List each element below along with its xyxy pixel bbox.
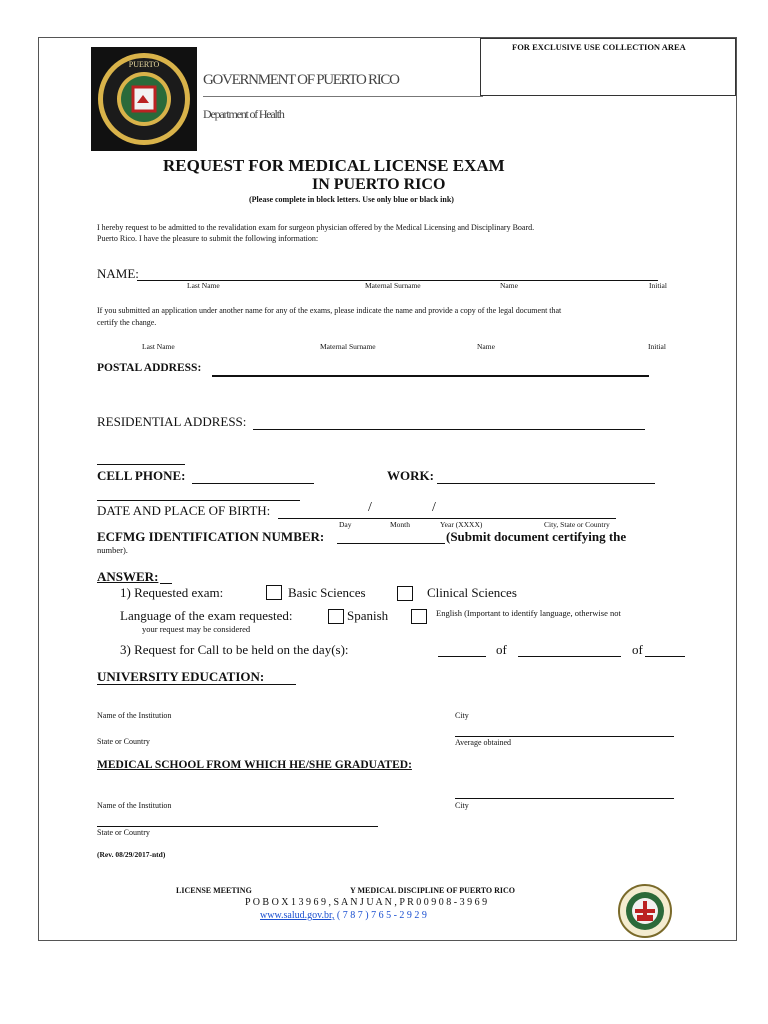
other-name-sub-last: Last Name bbox=[142, 342, 175, 351]
footer-address: P O B O X 1 3 9 6 9 , S A N J U A N , P R 0 0 9 0 8 - 3 9 6 9 bbox=[245, 897, 488, 908]
puerto-rico-seal-icon bbox=[91, 47, 197, 151]
medschool-heading: MEDICAL SCHOOL FROM WHICH HE/SHE GRADUATED: bbox=[97, 759, 412, 771]
ecfmg-label: ECFMG IDENTIFICATION NUMBER: bbox=[97, 529, 325, 544]
birth-sub-day: Day bbox=[339, 520, 352, 529]
call-of-2: of bbox=[632, 642, 643, 657]
form-title-line2: IN PUERTO RICO bbox=[312, 176, 446, 193]
birth-slash-1: / bbox=[368, 500, 372, 515]
english-checkbox[interactable] bbox=[411, 609, 427, 624]
birth-sub-year: Year (XXXX) bbox=[440, 520, 483, 529]
other-name-line2: certify the change. bbox=[97, 318, 157, 327]
call-month-field[interactable] bbox=[518, 656, 621, 657]
basic-sciences-checkbox[interactable] bbox=[266, 585, 282, 600]
birth-label: DATE AND PLACE OF BIRTH: bbox=[97, 503, 271, 518]
intro-line2: Puerto Rico. I have the pleasure to submit the following information: bbox=[97, 234, 319, 243]
medschool-city-label: City bbox=[455, 801, 469, 810]
cell-phone-field[interactable] bbox=[192, 483, 314, 484]
residential-address-label: RESIDENTIAL ADDRESS: bbox=[97, 414, 247, 429]
university-heading-underline bbox=[97, 684, 296, 685]
call-day-field[interactable] bbox=[438, 656, 486, 657]
other-name-line1: If you submitted an application under another name for any of the exams, please indicate the name and provide a copy of the legal document that bbox=[97, 306, 562, 315]
footer-phone: ( 7 8 7 ) 7 6 5 - 2 9 2 9 bbox=[334, 910, 427, 921]
form-title-line1: REQUEST FOR MEDICAL LICENSE EXAM bbox=[163, 156, 505, 175]
english-label: English (Important to identify language, otherwise not bbox=[436, 608, 621, 618]
call-of-1: of bbox=[496, 642, 507, 657]
postal-address-field[interactable] bbox=[212, 375, 649, 377]
ecfmg-note-2: number). bbox=[97, 545, 128, 555]
spanish-checkbox[interactable] bbox=[328, 609, 344, 624]
call-request-label: 3) Request for Call to be held on the day(s): bbox=[120, 642, 349, 657]
clinical-sciences-label: Clinical Sciences bbox=[427, 585, 517, 600]
name-label: NAME: bbox=[97, 266, 139, 281]
other-name-sub-name: Name bbox=[477, 342, 495, 351]
form-instruction: (Please complete in block letters. Use only blue or black ink) bbox=[249, 195, 454, 204]
postal-address-label: POSTAL ADDRESS: bbox=[97, 362, 202, 374]
name-sub-name: Name bbox=[500, 281, 518, 290]
other-name-sub-initial: Initial bbox=[648, 342, 666, 351]
footer-contact bbox=[260, 910, 427, 921]
ecfmg-note: (Submit document certifying the bbox=[446, 529, 627, 544]
extra-field-line[interactable] bbox=[97, 500, 300, 501]
language-note: your request may be considered bbox=[142, 624, 251, 634]
department-title: Department of Health bbox=[203, 107, 284, 121]
university-average-field[interactable] bbox=[455, 736, 674, 737]
name-sub-initial: Initial bbox=[649, 281, 667, 290]
intro-line1: I hereby request to be admitted to the revalidation exam for surgeon physician offered by the Medical Licensing and Disciplinary Board. bbox=[97, 223, 535, 232]
birth-slash-2: / bbox=[432, 500, 436, 515]
residential-address-field[interactable] bbox=[253, 429, 645, 430]
medschool-state-label: State or Country bbox=[97, 828, 150, 837]
name-sub-last: Last Name bbox=[187, 281, 220, 290]
medschool-state-field[interactable] bbox=[97, 826, 378, 827]
header-divider bbox=[203, 96, 483, 97]
spanish-label: Spanish bbox=[347, 608, 389, 623]
university-heading: UNIVERSITY EDUCATION: bbox=[97, 669, 265, 684]
svg-text:PUERTO: PUERTO bbox=[128, 60, 160, 69]
language-label: Language of the exam requested: bbox=[120, 608, 293, 623]
footer-board-left: LICENSE MEETING bbox=[176, 886, 252, 895]
name-sub-maternal: Maternal Surname bbox=[365, 281, 421, 290]
ecfmg-field[interactable] bbox=[337, 543, 445, 544]
work-phone-field[interactable] bbox=[437, 483, 655, 484]
birth-field[interactable] bbox=[278, 518, 616, 519]
collection-area-label: FOR EXCLUSIVE USE COLLECTION AREA bbox=[512, 42, 686, 52]
call-year-field[interactable] bbox=[645, 656, 685, 657]
work-phone-label: WORK: bbox=[387, 468, 434, 483]
residential-address-field-2[interactable] bbox=[97, 464, 185, 465]
basic-sciences-label: Basic Sciences bbox=[288, 585, 366, 600]
birth-sub-place: City, State or Country bbox=[544, 520, 610, 529]
medschool-city-field[interactable] bbox=[455, 798, 674, 799]
medschool-institution-label: Name of the Institution bbox=[97, 801, 172, 810]
clinical-sciences-checkbox[interactable] bbox=[397, 586, 413, 601]
university-city-label: City bbox=[455, 711, 469, 720]
university-institution-label: Name of the Institution bbox=[97, 711, 172, 720]
birth-sub-month: Month bbox=[390, 520, 411, 529]
revision-note: (Rev. 08/29/2017-ntd) bbox=[97, 850, 166, 859]
website-link[interactable]: www.salud.gov.br, bbox=[260, 910, 335, 921]
government-title: GOVERNMENT OF PUERTO RICO bbox=[203, 72, 399, 88]
cell-phone-label: CELL PHONE: bbox=[97, 468, 186, 483]
other-name-sub-maternal: Maternal Surname bbox=[320, 342, 376, 351]
answer-heading-underline bbox=[160, 583, 172, 584]
health-department-seal-icon bbox=[615, 884, 675, 938]
university-state-label: State or Country bbox=[97, 737, 150, 746]
university-average-label: Average obtained bbox=[455, 738, 512, 747]
answer-heading: ANSWER: bbox=[97, 569, 159, 584]
requested-exam-label: 1) Requested exam: bbox=[120, 585, 224, 600]
footer-board-right: Y MEDICAL DISCIPLINE OF PUERTO RICO bbox=[350, 886, 515, 895]
